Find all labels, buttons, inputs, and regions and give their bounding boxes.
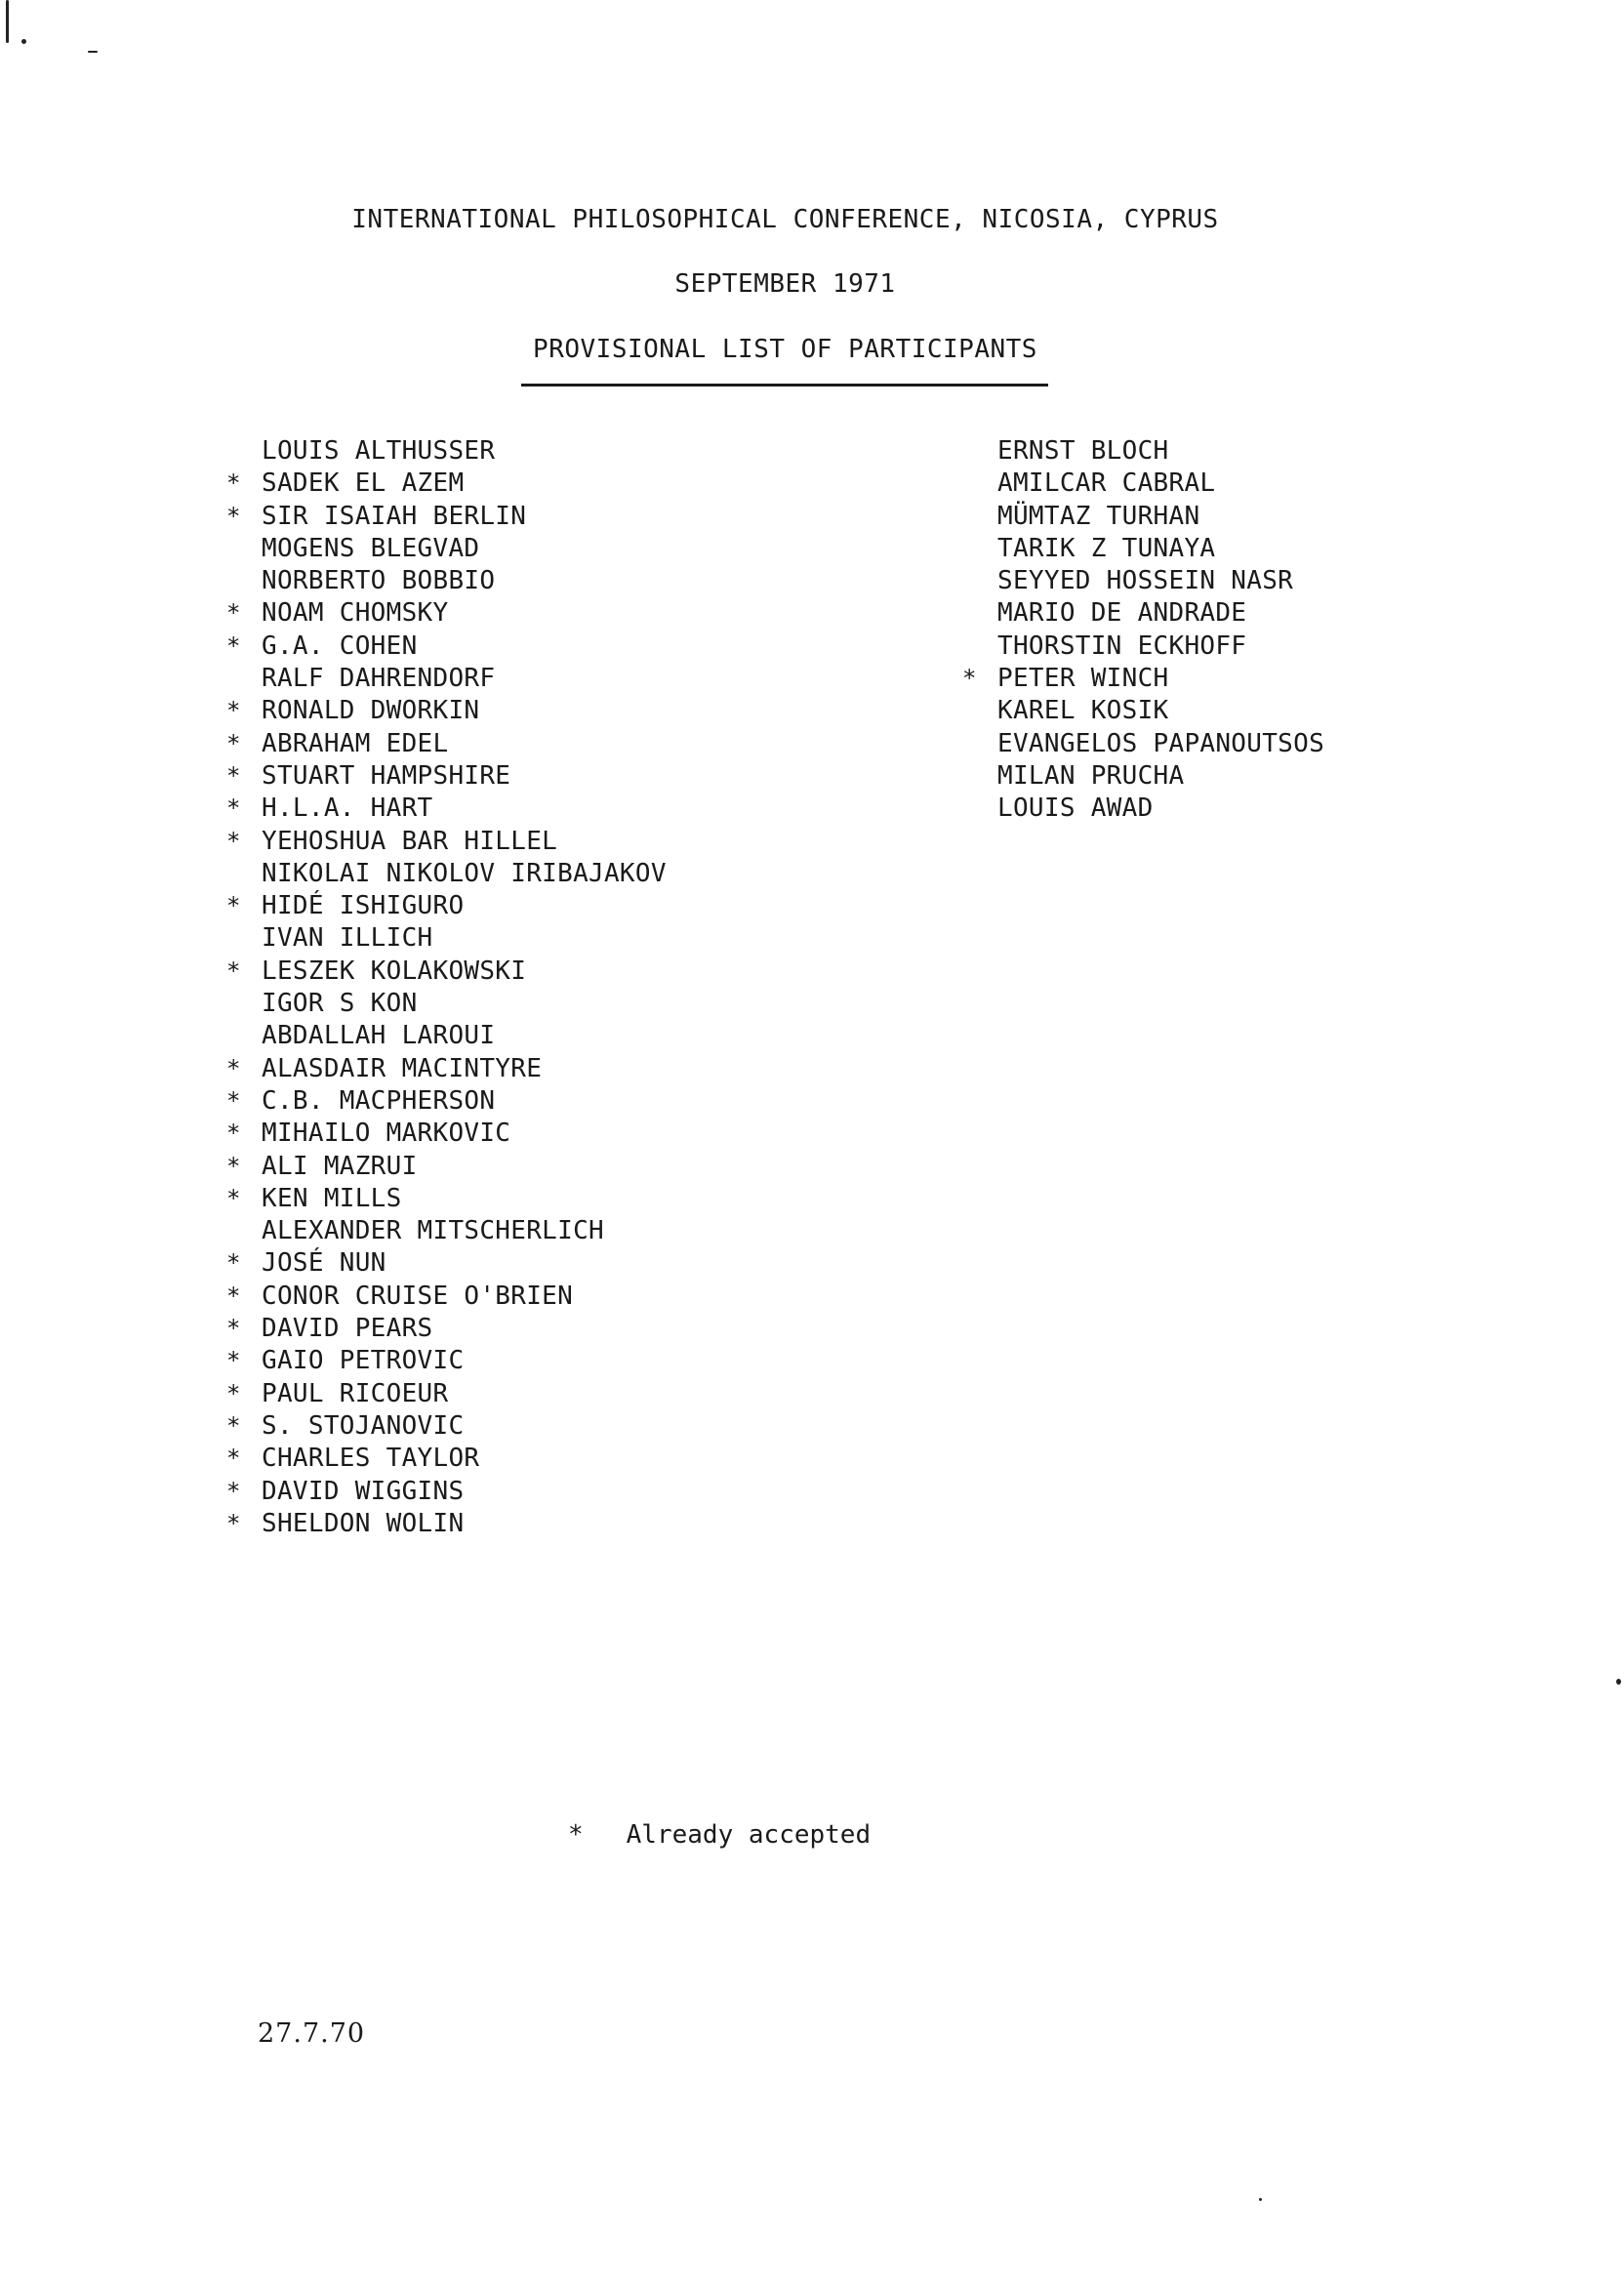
participant-name: NOAM CHOMSKY bbox=[262, 598, 449, 629]
accepted-asterisk-icon: * bbox=[226, 794, 241, 823]
accepted-asterisk-icon: * bbox=[226, 1086, 241, 1115]
participant-name: TARIK Z TUNAYA bbox=[997, 533, 1216, 563]
accepted-asterisk-icon: * bbox=[226, 1379, 241, 1407]
participant-item bbox=[962, 663, 1324, 695]
participant-item bbox=[226, 890, 667, 922]
accepted-asterisk-icon: * bbox=[962, 665, 977, 693]
participant-name: NORBERTO BOBBIO bbox=[262, 566, 496, 596]
accepted-asterisk-icon: * bbox=[226, 1152, 241, 1180]
accepted-asterisk-icon: * bbox=[226, 631, 241, 660]
participant-item bbox=[226, 1313, 667, 1345]
participant-item bbox=[226, 501, 667, 533]
scan-mark bbox=[1616, 1679, 1621, 1685]
participant-item bbox=[226, 1118, 667, 1150]
participant-name: S. STOJANOVIC bbox=[262, 1410, 465, 1441]
list-title: PROVISIONAL LIST OF PARTICIPANTS bbox=[533, 335, 1037, 364]
participant-item bbox=[226, 597, 667, 630]
participant-name: RALF DAHRENDORF bbox=[262, 664, 496, 694]
participant-item bbox=[226, 1151, 667, 1183]
accepted-asterisk-icon: * bbox=[226, 502, 241, 530]
participant-item bbox=[997, 728, 1324, 760]
participant-item bbox=[226, 1476, 667, 1508]
participant-item bbox=[262, 1020, 667, 1052]
participant-name: NIKOLAI NIKOLOV IRIBAJAKOV bbox=[262, 858, 667, 888]
participant-name: PAUL RICOEUR bbox=[262, 1378, 449, 1408]
participant-name: CHARLES TAYLOR bbox=[262, 1444, 480, 1474]
accepted-asterisk-icon: * bbox=[226, 469, 241, 498]
accepted-asterisk-icon: * bbox=[226, 1282, 241, 1310]
scan-mark bbox=[1259, 2198, 1262, 2201]
participant-item bbox=[262, 533, 667, 565]
participant-name: ERNST BLOCH bbox=[997, 436, 1169, 466]
conference-date: SEPTEMBER 1971 bbox=[674, 269, 896, 299]
document-date: 27.7.70 bbox=[258, 2018, 366, 2049]
participant-name: LESZEK KOLAKOWSKI bbox=[262, 956, 527, 986]
participant-name: IVAN ILLICH bbox=[262, 923, 433, 954]
legend bbox=[568, 1820, 871, 1850]
participant-name: YEHOSHUA BAR HILLEL bbox=[262, 826, 558, 856]
participant-name: KEN MILLS bbox=[262, 1183, 402, 1213]
participant-item bbox=[226, 468, 667, 500]
participants-list-left bbox=[226, 435, 667, 1540]
accepted-asterisk-icon: * bbox=[226, 1411, 241, 1440]
participant-name: ALI MAZRUI bbox=[262, 1151, 418, 1181]
participant-name: JOSÉ NUN bbox=[262, 1248, 386, 1279]
participant-item bbox=[997, 533, 1324, 565]
participant-name: SHELDON WOLIN bbox=[262, 1508, 465, 1538]
accepted-asterisk-icon: * bbox=[226, 1347, 241, 1375]
participant-name: EVANGELOS PAPANOUTSOS bbox=[997, 728, 1325, 758]
participant-name: PETER WINCH bbox=[997, 664, 1169, 694]
participant-item bbox=[226, 1410, 667, 1443]
title-underline bbox=[521, 384, 1048, 387]
accepted-asterisk-icon: * bbox=[226, 697, 241, 725]
accepted-asterisk-icon: * bbox=[226, 1445, 241, 1473]
participant-name: MILAN PRUCHA bbox=[997, 760, 1185, 791]
participant-item bbox=[226, 1085, 667, 1118]
accepted-asterisk-icon: * bbox=[226, 1509, 241, 1537]
participant-item bbox=[262, 988, 667, 1020]
accepted-asterisk-icon: * bbox=[226, 957, 241, 985]
participant-item bbox=[226, 1345, 667, 1377]
participant-name: ALASDAIR MACINTYRE bbox=[262, 1053, 543, 1083]
participant-name: SEYYED HOSSEIN NASR bbox=[997, 566, 1294, 596]
participant-name: ALEXANDER MITSCHERLICH bbox=[262, 1216, 604, 1246]
participant-item bbox=[226, 956, 667, 988]
participant-name: GAIO PETROVIC bbox=[262, 1346, 465, 1376]
accepted-asterisk-icon: * bbox=[226, 1054, 241, 1082]
conference-title: INTERNATIONAL PHILOSOPHICAL CONFERENCE, NICOSIA, CYPRUS bbox=[351, 205, 1219, 234]
scan-mark bbox=[88, 51, 98, 53]
participant-name: ABRAHAM EDEL bbox=[262, 728, 449, 758]
scan-mark bbox=[21, 39, 26, 44]
participant-name: MARIO DE ANDRADE bbox=[997, 598, 1247, 629]
participant-item bbox=[262, 922, 667, 955]
participant-name: RONALD DWORKIN bbox=[262, 696, 480, 726]
participant-item bbox=[997, 695, 1324, 727]
participant-item bbox=[226, 793, 667, 825]
legend-text: Already accepted bbox=[626, 1820, 872, 1850]
participant-name: MIHAILO MARKOVIC bbox=[262, 1119, 511, 1149]
accepted-asterisk-icon: * bbox=[226, 761, 241, 790]
participant-item bbox=[262, 858, 667, 890]
participant-name: ABDALLAH LAROUI bbox=[262, 1021, 496, 1051]
participant-name: KAREL KOSIK bbox=[997, 696, 1169, 726]
participant-name: H.L.A. HART bbox=[262, 794, 433, 824]
participant-item bbox=[262, 663, 667, 695]
participant-item bbox=[997, 760, 1324, 793]
participant-item bbox=[226, 728, 667, 760]
participant-name: SADEK EL AZEM bbox=[262, 468, 465, 499]
accepted-asterisk-icon: * bbox=[226, 1249, 241, 1278]
participant-name: DAVID PEARS bbox=[262, 1314, 433, 1344]
accepted-asterisk-icon: * bbox=[226, 729, 241, 757]
participant-name: AMILCAR CABRAL bbox=[997, 468, 1216, 499]
participant-item bbox=[997, 631, 1324, 663]
participant-name: STUART HAMPSHIRE bbox=[262, 760, 511, 791]
participant-name: LOUIS ALTHUSSER bbox=[262, 436, 496, 466]
scan-mark bbox=[6, 0, 9, 43]
participant-name: THORSTIN ECKHOFF bbox=[997, 631, 1247, 661]
participant-item bbox=[226, 1053, 667, 1085]
accepted-asterisk-icon: * bbox=[226, 1184, 241, 1212]
accepted-asterisk-icon: * bbox=[226, 599, 241, 628]
participant-item bbox=[997, 468, 1324, 500]
legend-asterisk-icon: * bbox=[568, 1820, 584, 1850]
participant-item bbox=[262, 565, 667, 597]
accepted-asterisk-icon: * bbox=[226, 1120, 241, 1148]
participant-item bbox=[226, 1247, 667, 1280]
participant-item bbox=[997, 435, 1324, 468]
participant-item bbox=[997, 597, 1324, 630]
participant-name: C.B. MACPHERSON bbox=[262, 1085, 496, 1116]
participant-item bbox=[226, 1443, 667, 1475]
participants-list-right bbox=[962, 435, 1325, 826]
participant-item bbox=[226, 631, 667, 663]
accepted-asterisk-icon: * bbox=[226, 1315, 241, 1343]
participant-item bbox=[226, 1183, 667, 1215]
participant-item bbox=[226, 826, 667, 858]
participant-item bbox=[226, 1508, 667, 1540]
participant-name: SIR ISAIAH BERLIN bbox=[262, 501, 527, 531]
accepted-asterisk-icon: * bbox=[226, 827, 241, 855]
participant-item bbox=[262, 1215, 667, 1247]
participant-name: DAVID WIGGINS bbox=[262, 1476, 465, 1506]
participant-item bbox=[226, 695, 667, 727]
participant-name: MOGENS BLEGVAD bbox=[262, 533, 480, 563]
participant-item bbox=[226, 760, 667, 793]
participant-item bbox=[997, 565, 1324, 597]
participant-item bbox=[997, 501, 1324, 533]
participant-name: LOUIS AWAD bbox=[997, 794, 1154, 824]
accepted-asterisk-icon: * bbox=[226, 1477, 241, 1505]
participant-name: IGOR S KON bbox=[262, 989, 418, 1019]
participant-name: CONOR CRUISE O'BRIEN bbox=[262, 1281, 574, 1311]
participant-item bbox=[997, 793, 1324, 825]
participant-name: G.A. COHEN bbox=[262, 631, 418, 661]
participant-name: HIDÉ ISHIGURO bbox=[262, 891, 465, 921]
participant-name: MÜMTAZ TURHAN bbox=[997, 501, 1200, 531]
participant-item bbox=[226, 1378, 667, 1410]
participant-item bbox=[262, 435, 667, 468]
participant-item bbox=[226, 1281, 667, 1313]
accepted-asterisk-icon: * bbox=[226, 892, 241, 920]
